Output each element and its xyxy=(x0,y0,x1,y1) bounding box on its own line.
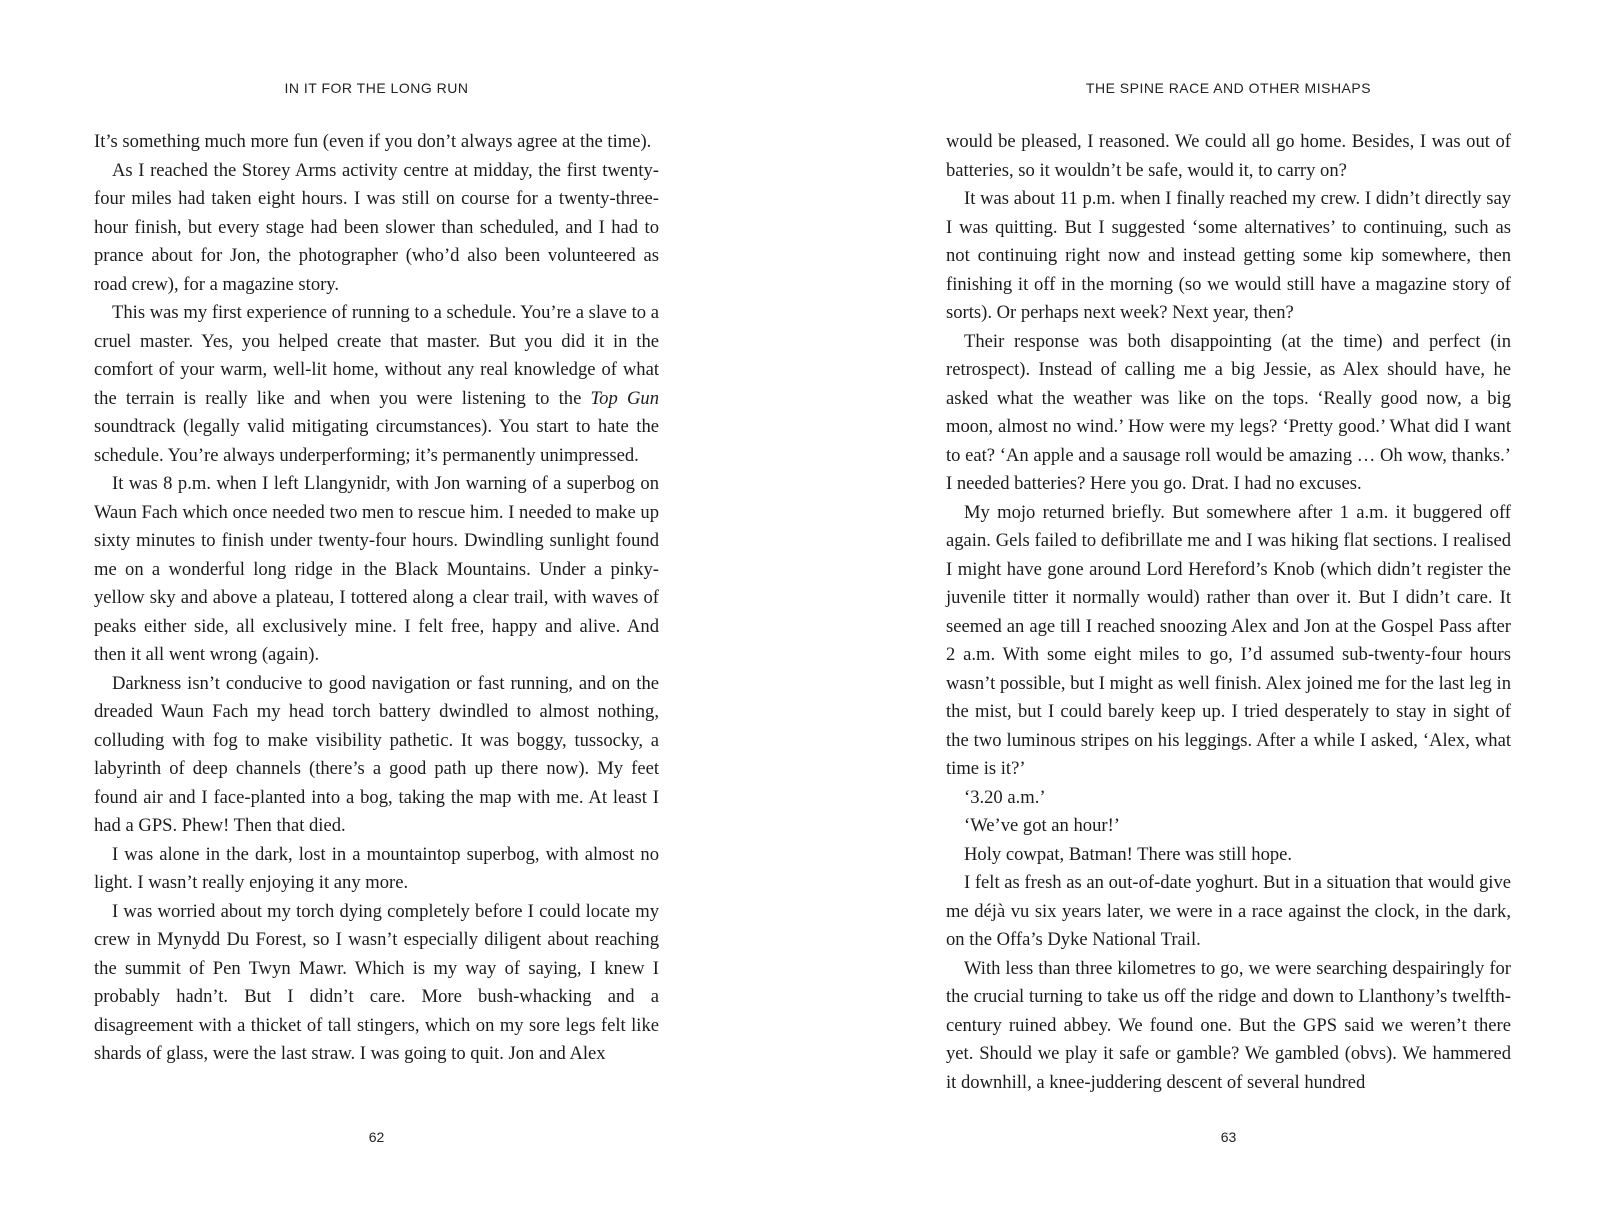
paragraph: would be pleased, I reasoned. We could all go home. Besides, I was out of batteries, so it wouldn’t be safe, would it, to carry on? xyxy=(946,131,1511,181)
paragraph: ‘3.20 a.m.’ xyxy=(964,786,1046,808)
paragraph: It was 8 p.m. when I left Llangynidr, with Jon warning of a superbog on Waun Fach which once needed two men to rescue him. I needed to make up sixty minutes to finish under twenty-four hours. Dwindling sunlight found me on a wonderful long ridge in the Black Mountains. Under a pinky-yellow sky and above a plateau, I tottered along a clear trail, with waves of peaks either side, all exclusively mine. I felt free, happy and alive. And then it all went wrong (again). xyxy=(94,473,659,665)
paragraph: With less than three kilometres to go, we were searching despairingly for the crucial turning to take us off the ridge and down to Llanthony’s twelfth-century ruined abbey. We found one. But the GPS said we weren’t there yet. Should we play it safe or gamble? We gambled (obvs). We hammered it downhill, a knee-juddering descent of several hundred xyxy=(946,957,1511,1093)
paragraph: As I reached the Storey Arms activity centre at midday, the first twenty-four miles had taken eight hours. I was still on course for a twenty-three-hour finish, but every stage had been slower than scheduled, and I had to prance about for Jon, the photographer (who’d also been volunteered as road crew), for a magazine story. xyxy=(94,159,659,295)
paragraph: I felt as fresh as an out-of-date yoghurt. But in a situation that would give me déjà vu six years later, we were in a race against the clock, in the dark, on the Offa’s Dyke National Trail. xyxy=(946,872,1511,950)
running-head-left: IN IT FOR THE LONG RUN xyxy=(284,80,469,96)
running-head-right: THE SPINE RACE AND OTHER MISHAPS xyxy=(1085,80,1372,96)
paragraph: Darkness isn’t conducive to good navigation or fast running, and on the dreaded Waun Fach my head torch battery dwindled to almost nothing, colluding with fog to make visibility pathetic. It was boggy, tussocky, a labyrinth of deep channels (there’s a good path up there now). My feet found air and I face-planted into a bog, taking the map with me. At least I had a GPS. Phew! Then that died. xyxy=(94,672,659,836)
paragraph: It’s something much more fun (even if you don’t always agree at the time). xyxy=(94,131,652,152)
page-number-left: 62 xyxy=(368,1129,385,1145)
paragraph: My mojo returned briefly. But somewhere after 1 a.m. it buggered off again. Gels failed to defibrillate me and I was hiking flat sections. I realised I might have gone around Lord Hereford’s Knob (which didn’t register the juvenile titter it normally would) rather than over it. But I didn’t care. It seemed an age till I reached snoozing Alex and Jon at the Gospel Pass after 2 a.m. With some eight miles to go, I’d assumed sub-twenty-four hours wasn’t possible, but I might as well finish. Alex joined me for the last leg in the mist, but I could barely keep up. I tried desperately to stay in sight of the two luminous stripes on his leggings. After a while I asked, ‘Alex, what time is it?’ xyxy=(946,501,1511,779)
paragraph: Holy cowpat, Batman! There was still hope. xyxy=(964,843,1293,865)
left-page-body xyxy=(94,128,659,1069)
italic-title: Top Gun xyxy=(590,387,659,409)
paragraph xyxy=(94,299,659,470)
paragraph-text: soundtrack (legally valid mitigating circumstances). You start to hate the schedule. You’re always underperforming; it’s permanently unimpressed. xyxy=(94,416,659,466)
paragraph: Their response was both disappointing (at the time) and perfect (in retrospect). Instead of calling me a big Jessie, as Alex should have, he asked what the weather was like on the tops. ‘Really good now, a big moon, almost no wind.’ How were my legs? ‘Pretty good.’ What did I want to eat? ‘An apple and a sausage roll would be amazing … Oh wow, thanks.’ I needed batteries? Here you go. Drat. I had no excuses. xyxy=(946,330,1511,494)
page-number-right: 63 xyxy=(1220,1129,1237,1145)
left-page xyxy=(94,0,659,1218)
paragraph: I was alone in the dark, lost in a mountaintop superbog, with almost no light. I wasn’t really enjoying it any more. xyxy=(94,843,659,893)
right-page xyxy=(946,0,1511,1218)
paragraph: It was about 11 p.m. when I finally reached my crew. I didn’t directly say I was quitting. But I suggested ‘some alternatives’ to continuing, such as not continuing right now and instead getting some kip somewhere, then finishing it off in the morning (so we would still have a magazine story of sorts). Or perhaps next week? Next year, then? xyxy=(946,188,1511,323)
paragraph: ‘We’ve got an hour!’ xyxy=(964,815,1120,836)
right-page-body xyxy=(946,128,1511,1097)
paragraph: I was worried about my torch dying completely before I could locate my crew in Mynydd Du Forest, so I wasn’t especially diligent about reaching the summit of Pen Twyn Mawr. Which is my way of saying, I knew I probably hadn’t. But I didn’t care. More bush-whacking and a disagreement with a thicket of tall stingers, which on my sore legs felt like shards of glass, were the last straw. I was going to quit. Jon and Alex xyxy=(94,900,659,1064)
paragraph-text: This was my first experience of running to a schedule. You’re a slave to a cruel master. Yes, you helped create that master. But you did it in the comfort of your warm, well-lit home, without any real knowledge of what the terrain is really like and when you were listening to the xyxy=(94,302,659,409)
